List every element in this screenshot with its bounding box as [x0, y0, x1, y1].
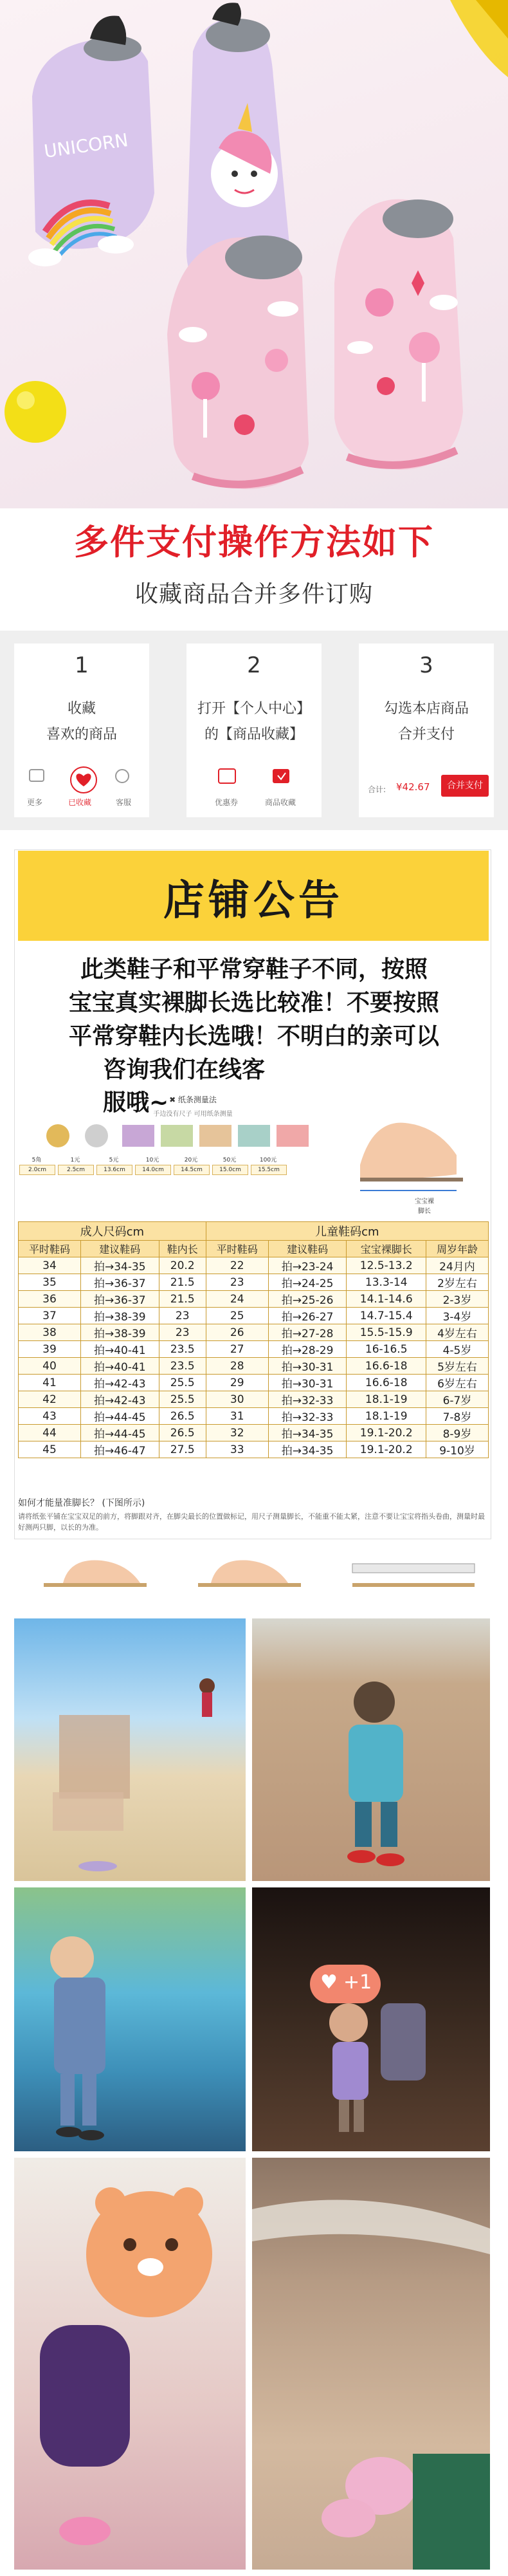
step-card-2 [186, 644, 322, 817]
heart-icon [76, 774, 91, 786]
size-table-cell: 8-9岁 [426, 1425, 488, 1441]
measure-chip: 14.5cm [174, 1165, 210, 1175]
announcement-line: 宝宝真实裸脚长选比较准！不要按照 [68, 990, 439, 1016]
table-row [19, 1408, 489, 1425]
measure-chip-top: 10元 [145, 1157, 159, 1163]
size-table-cell: 4岁左右 [426, 1324, 488, 1341]
step-line: 打开【个人中心】 [197, 701, 311, 717]
measure-chip: 15.5cm [251, 1165, 287, 1175]
size-table-cell: 拍→32-33 [268, 1391, 347, 1408]
size-table-cell: 拍→34-35 [80, 1257, 159, 1274]
size-table-header-cell: 平时鞋码 [19, 1241, 81, 1257]
photo-figures [14, 1618, 246, 1881]
favorites-icon [273, 769, 289, 783]
measure-subtitle: 手边没有尺子 可用纸条测量 [153, 1111, 233, 1118]
size-table-cell: 18.1-19 [347, 1391, 426, 1408]
measure-chip-top: 50元 [222, 1157, 237, 1163]
size-table-cell: 16-16.5 [347, 1341, 426, 1358]
size-table-cell: 4-5岁 [426, 1341, 488, 1358]
coupon-icon [219, 769, 235, 783]
measure-chip-top: 1元 [70, 1157, 80, 1163]
table-row [19, 1391, 489, 1408]
size-table-cell: 19.1-20.2 [347, 1425, 426, 1441]
table-row [19, 1358, 489, 1375]
pink-shoe-left [167, 236, 309, 489]
size-table-cell: 26.5 [159, 1425, 206, 1441]
step-line: 喜欢的商品 [46, 727, 117, 743]
heart-icon: ♥ [320, 1971, 338, 1994]
step-text [186, 696, 322, 748]
size-table-cell: 29 [206, 1375, 268, 1391]
size-table-cell: 26.5 [159, 1408, 206, 1425]
like-count: +1 [343, 1971, 372, 1994]
size-table-cell: 拍→25-26 [268, 1291, 347, 1308]
size-table-cell: 44 [19, 1425, 81, 1441]
measure-chip: 2.5cm [58, 1165, 94, 1175]
size-table-cell: 2-3岁 [426, 1291, 488, 1308]
step2-icons [206, 763, 309, 795]
size-table-cell: 38 [19, 1324, 81, 1341]
step-mini-label: 更多 [27, 798, 43, 807]
size-table-cell: 15.5-15.9 [347, 1324, 426, 1341]
size-table-cell: 拍→23-24 [268, 1257, 347, 1274]
measure-chip: 14.0cm [135, 1165, 171, 1175]
size-table-cell: 9-10岁 [426, 1441, 488, 1458]
measure-chip-top: 5元 [109, 1157, 119, 1163]
measure-tip-body: 请将纸张平铺在宝宝双足的前方，将脚跟对齐，在脚尖最长的位置做标记，用尺子测量脚长，不能重不能太紧，注意不要让宝宝将指头卷曲，测量时最好测两只脚，以长的为准。 [18, 1512, 485, 1532]
shoe-brand-text: UNICORN [42, 129, 130, 162]
table-row [19, 1341, 489, 1358]
size-table-cell: 6岁左右 [426, 1375, 488, 1391]
adult-group-header: 成人尺码cm [19, 1222, 206, 1241]
size-table-cell: 20.2 [159, 1257, 206, 1274]
size-table-cell: 34 [19, 1257, 81, 1274]
size-table-cell: 21.5 [159, 1291, 206, 1308]
coins-illustration [39, 1120, 322, 1152]
measure-tip-title: 如何才能量准脚长？ (下图所示) [18, 1498, 145, 1508]
size-table-cell: 6-7岁 [426, 1391, 488, 1408]
size-table-cell: 27 [206, 1341, 268, 1358]
hero-image [0, 0, 508, 508]
step-card-1 [14, 644, 149, 817]
child-group-header: 儿童鞋码cm [206, 1222, 488, 1241]
merge-pay-button[interactable]: 合并支付 [441, 775, 489, 797]
size-table-cell: 拍→34-35 [268, 1425, 347, 1441]
size-table-cell: 拍→40-41 [80, 1358, 159, 1375]
table-row [19, 1425, 489, 1441]
announcement-title: 店铺公告 [163, 877, 343, 925]
foot-label-line: 脚长 [418, 1208, 431, 1215]
step-number: 2 [247, 653, 261, 678]
step-mini-label: 已收藏 [68, 798, 92, 807]
size-table-cell: 41 [19, 1375, 81, 1391]
size-table-header-cell: 周岁年龄 [426, 1241, 488, 1257]
photo-figures [14, 1887, 246, 2151]
size-table-cell: 35 [19, 1274, 81, 1291]
size-table-cell: 16.6-18 [347, 1358, 426, 1375]
table-row [19, 1291, 489, 1308]
size-table-cell: 14.7-15.4 [347, 1308, 426, 1324]
measure-chip-top: 20元 [184, 1157, 198, 1163]
size-table-cell: 12.5-13.2 [347, 1257, 426, 1274]
photo-figures [252, 1618, 490, 1881]
size-table-cell: 27.5 [159, 1441, 206, 1458]
size-table-cell: 拍→27-28 [268, 1324, 347, 1341]
size-table-cell: 拍→46-47 [80, 1441, 159, 1458]
announcement-line: 此类鞋子和平常穿鞋子不同，按照 [80, 956, 428, 983]
step-number: 3 [419, 653, 433, 678]
size-table-cell: 拍→26-27 [268, 1308, 347, 1324]
size-table-cell: 拍→44-45 [80, 1408, 159, 1425]
size-table-cell: 25.5 [159, 1391, 206, 1408]
size-table [18, 1221, 489, 1458]
size-table-body [19, 1257, 489, 1458]
step-line: 的【商品收藏】 [204, 727, 304, 743]
size-table-cell: 25 [206, 1308, 268, 1324]
step-number: 1 [75, 653, 89, 678]
step-mini-label: 商品收藏 [265, 798, 296, 807]
size-table-cell: 26 [206, 1324, 268, 1341]
customer-photo-pool [14, 1887, 246, 2151]
size-table-header-cell: 建议鞋码 [80, 1241, 159, 1257]
size-table-cell: 拍→42-43 [80, 1391, 159, 1408]
customer-photo-beach-1 [14, 1618, 246, 1881]
size-table-cell: 45 [19, 1441, 81, 1458]
table-row [19, 1274, 489, 1291]
size-table-cell: 33 [206, 1441, 268, 1458]
size-table-cell: 3-4岁 [426, 1308, 488, 1324]
size-table-cell: 拍→42-43 [80, 1375, 159, 1391]
size-table-header-cell: 建议鞋码 [268, 1241, 347, 1257]
size-table-cell: 拍→38-39 [80, 1324, 159, 1341]
size-table-cell: 7-8岁 [426, 1408, 488, 1425]
size-table-cell: 23 [159, 1324, 206, 1341]
size-table-cell: 13.3-14 [347, 1274, 426, 1291]
customer-photo-night [252, 1887, 490, 2151]
size-table-cell: 拍→32-33 [268, 1408, 347, 1425]
table-row [19, 1257, 489, 1274]
how-to-title: 多件支付操作方法如下 [74, 522, 434, 562]
size-table-cell: 拍→36-37 [80, 1291, 159, 1308]
size-table-cell: 14.1-14.6 [347, 1291, 426, 1308]
hero-shoes-illustration [0, 0, 508, 508]
size-table-cell: 19.1-20.2 [347, 1441, 426, 1458]
size-table-cell: 拍→40-41 [80, 1341, 159, 1358]
step-mini-label: 优惠券 [215, 798, 239, 807]
step-card-3 [359, 644, 494, 817]
step-line: 收藏 [67, 701, 96, 717]
like-sticker [310, 1965, 381, 2003]
size-table-cell: 36 [19, 1291, 81, 1308]
measure-chip: 2.0cm [19, 1165, 55, 1175]
size-table-cell: 5岁左右 [426, 1358, 488, 1375]
size-table-cell: 22 [206, 1257, 268, 1274]
size-table-cell: 拍→28-29 [268, 1341, 347, 1358]
size-table-header-cell: 鞋内长 [159, 1241, 206, 1257]
customer-photo-beach-2 [252, 1618, 490, 1881]
size-table-cell: 43 [19, 1408, 81, 1425]
foot-measure-illustration [347, 1094, 476, 1203]
size-table-cell: 30 [206, 1391, 268, 1408]
photo-figures [14, 2158, 246, 2570]
announcement-line: 咨询我们在线客服哦~ [103, 1057, 266, 1116]
size-table-header-row [19, 1241, 489, 1257]
table-row [19, 1375, 489, 1391]
measure-chip: 13.6cm [96, 1165, 132, 1175]
step-mini-label: 合计: [368, 785, 386, 794]
photo-figures [252, 1887, 490, 2151]
size-table-cell: 23.5 [159, 1358, 206, 1375]
size-table-cell: 37 [19, 1308, 81, 1324]
measure-title: ✖ 纸条测量法 [169, 1095, 217, 1104]
size-table-cell: 31 [206, 1408, 268, 1425]
step-text [14, 696, 149, 748]
size-table-cell: 39 [19, 1341, 81, 1358]
how-to-subtitle: 收藏商品合并多件订购 [134, 581, 373, 607]
measure-steps-illustration [18, 1538, 489, 1609]
size-table-cell: 18.1-19 [347, 1408, 426, 1425]
table-row [19, 1441, 489, 1458]
size-table-cell: 23 [159, 1308, 206, 1324]
step-mini-label: 客服 [116, 798, 132, 807]
step-text [359, 696, 494, 748]
step-line: 勾选本店商品 [383, 701, 469, 717]
size-table-header-cell: 平时鞋码 [206, 1241, 268, 1257]
size-table-cell: 拍→30-31 [268, 1375, 347, 1391]
size-table-cell: 拍→44-45 [80, 1425, 159, 1441]
size-table-cell: 拍→34-35 [268, 1441, 347, 1458]
size-table-cell: 拍→24-25 [268, 1274, 347, 1291]
foot-label [405, 1196, 444, 1215]
photo-figures [252, 2158, 490, 2570]
customer-photo-sand [14, 2158, 246, 2570]
pink-shoe-right [334, 199, 463, 470]
size-table-cell: 42 [19, 1391, 81, 1408]
size-table-cell: 拍→36-37 [80, 1274, 159, 1291]
size-table-cell: 24月内 [426, 1257, 488, 1274]
size-table-cell: 25.5 [159, 1375, 206, 1391]
table-row [19, 1308, 489, 1324]
step-line: 合并支付 [397, 727, 455, 743]
size-table-cell: 32 [206, 1425, 268, 1441]
size-table-cell: 21.5 [159, 1274, 206, 1291]
table-row [19, 1324, 489, 1341]
customer-photo-shore [252, 2158, 490, 2570]
size-table-header-cell: 宝宝裸脚长 [347, 1241, 426, 1257]
size-table-cell: 28 [206, 1358, 268, 1375]
measure-chip: 15.0cm [212, 1165, 248, 1175]
lilac-shoe-left [28, 15, 154, 266]
measure-chip-top: 5角 [32, 1157, 42, 1163]
step-price: ¥42.67 [396, 781, 430, 793]
size-table-cell: 23.5 [159, 1341, 206, 1358]
size-table-cell: 40 [19, 1358, 81, 1375]
size-table-cell: 16.6-18 [347, 1375, 426, 1391]
size-table-cell: 2岁左右 [426, 1274, 488, 1291]
measure-chip-top: 100元 [259, 1157, 277, 1163]
size-table-cell: 拍→38-39 [80, 1308, 159, 1324]
size-table-cell: 拍→30-31 [268, 1358, 347, 1375]
foot-label-line: 宝宝裸 [415, 1198, 434, 1205]
size-table-cell: 24 [206, 1291, 268, 1308]
announcement-line: 平常穿鞋内长选哦！不明白的亲可以 [68, 1023, 439, 1050]
size-table-cell: 23 [206, 1274, 268, 1291]
